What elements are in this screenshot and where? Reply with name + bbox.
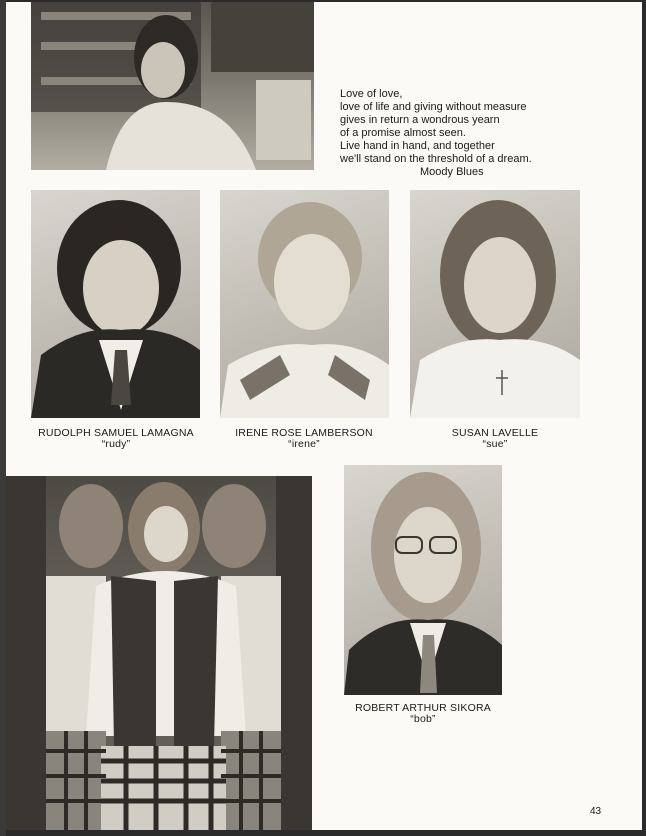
candid-photo-mirrors — [6, 476, 312, 830]
student-caption-susan — [400, 428, 590, 450]
student-name: IRENE ROSE LAMBERSON — [235, 427, 373, 439]
portrait-photo-irene — [220, 190, 389, 418]
yearbook-page — [6, 2, 642, 830]
page-number: 43 — [590, 806, 602, 817]
student-nickname: “bob” — [410, 713, 436, 725]
student-name: SUSAN LAVELLE — [451, 427, 539, 439]
poem-line: gives in return a wondrous yearn — [340, 114, 500, 126]
poem-line: Live hand in hand, and together — [340, 140, 495, 152]
student-nickname: “rudy” — [101, 438, 131, 450]
student-caption-robert — [328, 703, 518, 725]
portrait-photo-rudolph — [31, 190, 200, 418]
candid-photo-library — [31, 2, 314, 170]
student-caption-rudolph — [21, 428, 211, 450]
student-name: RUDOLPH SAMUEL LAMAGNA — [38, 427, 194, 439]
poem-line: love of life and giving without measure — [340, 101, 527, 113]
portrait-photo-robert — [344, 465, 502, 695]
poem-line: of a promise almost seen. — [340, 127, 466, 139]
poem-line: Love of love, — [340, 88, 403, 100]
poem-line: we'll stand on the threshold of a dream. — [340, 153, 532, 165]
student-name: ROBERT ARTHUR SIKORA — [355, 702, 491, 714]
student-nickname: “irene” — [288, 438, 320, 450]
poem-credit: Moody Blues — [420, 166, 484, 178]
portrait-photo-susan — [410, 190, 580, 418]
student-nickname: “sue” — [482, 438, 508, 450]
poem — [340, 88, 570, 179]
student-caption-irene — [209, 428, 399, 450]
